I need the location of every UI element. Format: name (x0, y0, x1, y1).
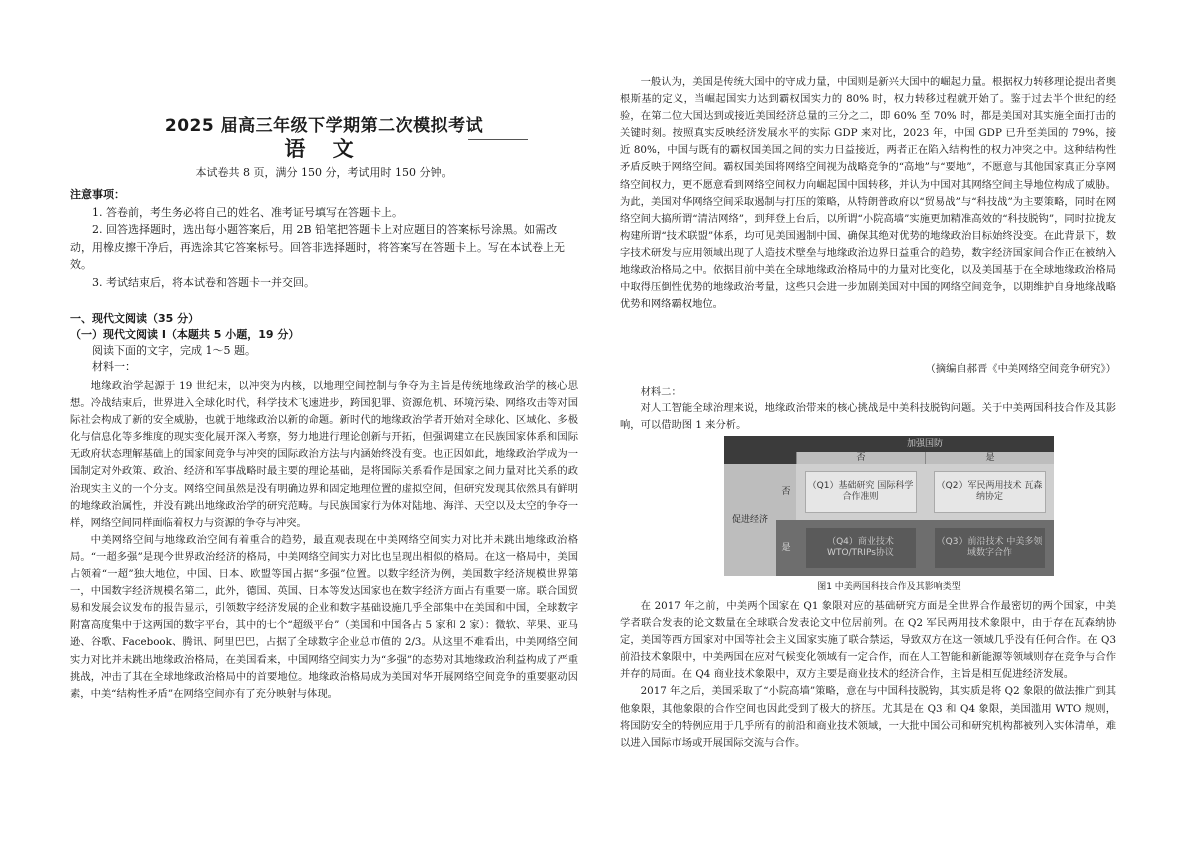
decorative-line (468, 139, 528, 140)
quadrant-diagram (724, 436, 1054, 576)
material2-body (620, 598, 1116, 752)
note-item: 1. 答卷前，考生务必将自己的姓名、准考证号填写在答题卡上。 (92, 205, 403, 219)
column-label-no: 否 (796, 452, 925, 464)
axis-header-side: 促进经济 (724, 464, 776, 576)
source-citation: （摘编自郝晋《中美网络空间竞争研究》） (925, 363, 1116, 375)
quadrant-q3-bg (925, 520, 1054, 576)
exam-info: 本试卷共 8 页，满分 150 分，考试用时 150 分钟。 (195, 166, 453, 179)
material-label: 材料二： (640, 386, 682, 398)
material1-body (70, 378, 578, 703)
note-item: 3. 考试结束后，将本试卷和答题卡一并交回。 (92, 275, 315, 289)
paragraph: 地缘政治学起源于 19 世纪末，以冲突为内核，以地理空间控制与争夺为主旨是传统地缘政治学的核心思想。冷战结束后，世界进入全球化时代，科学技术飞速进步，跨国犯罪、资源危机、环境污染、网络攻击等对国际社会构成了新的安全威胁，也就于地缘政治以新的命题。新时代的地缘政治学者开始对全球化、区域化、多极化与信息化等多维度的现实变化展开深入考察，努力地进行理论创新与开拓，但强调建立在民族国家体系和国际无政府状态理解基础上的国家间竞争与冲突的国际政治方法与内涵始终没有变。也正因如此，地缘政治学成为一国制定对外政策、政治、经济和军事战略时最主要的理论基础，是将国际关系看作是国家之间力量对比关系的政治现实主义的一个分支。网络空间虽然是没有明确边界和固定地理位置的虚拟空间，但研究发现其依然具有鲜明的地缘政治属性，并没有跳出地缘政治学的研究范畴。与民族国家行为体对陆地、海洋、天空以及太空的争夺一样，网络空间同样面临着权力与资源的争夺与冲突。 (70, 380, 578, 529)
note-item: 2. 回答选择题时，选出每小题答案后，用 2B 铅笔把答题卡上对应题目的答案标号涂黑。如需改动，用橡皮擦干净后，再选涂其它答案标号。回答非选择题时，将答案写在答题卡上。写在本试卷上无效。 (70, 223, 565, 271)
paragraph: 2017 年之后，美国采取了“小院高墙”策略，意在与中国科技脱钩，其实质是将 Q2 象限的做法推广到其他象限，其他象限的合作空间也因此受到了极大的挤压。尤其是在 Q3 和 Q4 象限，美国滥用 WTO 规则，将国防安全的特例应用于几乎所有的前沿和商业技术领域，一大批中国公司和研究机构都被列入实体清单，难以进入国际市场或开展国际交流与合作。 (620, 685, 1116, 749)
row-label-yes: 是 (776, 520, 796, 576)
material2-intro (620, 400, 1116, 434)
quadrant-q2: （Q2）军民两用技术 瓦森纳协定 (934, 471, 1046, 513)
quadrant-q3: （Q3）前沿技术 中美多领域数字合作 (935, 528, 1045, 568)
reading-instruction: 阅读下面的文字，完成 1～5 题。 (92, 344, 256, 357)
quadrant-q1: （Q1）基础研究 国际科学合作准则 (805, 471, 917, 513)
notes-heading: 注意事项： (70, 188, 125, 201)
material1-continued (620, 74, 1116, 313)
exam-title: 2025 届高三年级下学期第二次模拟考试 (164, 116, 484, 136)
figure-1 (724, 436, 1054, 592)
quadrant-q4-bg (796, 520, 925, 576)
axis-header-top: 加强国防 (796, 436, 1054, 452)
paragraph: 一般认为，美国是传统大国中的守成力量，中国则是新兴大国中的崛起力量。根据权力转移理论提出者奥根斯基的定义，当崛起国实力达到霸权国实力的 80% 时，权力转移过程就开始了。鉴于过去半个世纪的经验，在第二位大国达到或接近美国经济总量的三分之二，即 60% 至 70% 时，都是美国对其实施全面打击的关键时刻。按照真实反映经济发展水平的实际 GDP 来对比，2023 年，中国 GDP 已升至美国的 79%，接近 80%，中国与既有的霸权国美国之间的实力日益接近，两者正在陷入结构性的权力冲突之中。这种结构性矛盾反映于网络空间。霸权国美国将网络空间视为战略竞争的“高地”与“要地”，不愿意与其他国家真正分享网络空间权力，更不愿意看到网络空间权力向崛起国中国转移，并认为中国对其网络空间主导地位构成了威胁。为此，美国对华网络空间采取遏制与打压的策略，从特朗普政府以“贸易战”与“科技战”为主要策略，同时在网络空间大搞所谓“清洁网络”，到拜登上台后，以所谓“小院高墙”实施更加精准高效的“科技脱钩”，同时拉拢友构建所谓“技术联盟”体系，均可见美国遏制中国、确保其绝对优势的地缘政治目标始终没变。在此背景下，数字技术研发与应用领域出现了人造技术壁垒与地缘政治边界日益重合的趋势，数字经济国家间合作正在被纳入地缘政治格局之中。依据目前中美在全球地缘政治格局中的力量对比变化，以及美国基于在全球地缘政治格局中取得压倒性优势的地缘政治考量，这些只会进一步加剧美国对中国的网络空间竞争，以期维护自身地缘战略优势和网络霸权地位。 (620, 76, 1116, 311)
exam-subject: 语 文 (284, 137, 364, 161)
figure-caption: 图1 中美两国科技合作及其影响类型 (817, 582, 961, 592)
corner-blank (724, 436, 796, 464)
quadrant-q4: （Q4）商业技术 WTO/TRIPs协议 (806, 528, 916, 568)
column-label-yes: 是 (925, 452, 1054, 464)
quadrant-q2-bg (925, 464, 1054, 520)
paragraph: 中美网络空间与地缘政治空间有着重合的趋势，最直观表现在中美网络空间实力对比并未跳出地缘政治格局。“一超多强”是现今世界政治经济的格局，中美网络空间实力对比也呈现出相似的格局。在这一格局中，美国占领着“一超”独大地位，中国、日本、欧盟等国占据“多强”位置。以数字经济为例，美国数字经济规模世界第一，中国数字经济规模名第二，此外，德国、英国、日本等发达国家也在数字经济方面占有重要一席。联合国贸易和发展会议发布的报告显示，引领数字经济发展的企业和数字基础设施几乎全部集中在美国和中国，全球数字附富高度集中于这两国的数字平台，其中的七个“超级平台”（美国和中国各占 5 家和 2 家）：微软、苹果、亚马逊、谷歌、Facebook、腾讯、阿里巴巴，占据了全球数字企业总市值的 2/3。从这里不难看出，中美网络空间实力对比并未跳出地缘政治格局，在美国看来，中国网络空间实力为“多强”的态势对其地缘政治利益构成了严重挑战，冲击了其在全球地缘政治格局中的首要地位。地缘政治格局成为美国对华开展网络空间竞争的重要驱动因素，中美“结构性矛盾”在网络空间亦有了充分映射与体现。 (70, 533, 578, 700)
row-label-no: 否 (776, 464, 796, 520)
paragraph: 对人工智能全球治理来说，地缘政治带来的核心挑战是中美科技脱钩问题。关于中美两国科技合作及其影响，可以借助图 1 来分析。 (620, 402, 1116, 432)
part-heading: 一、现代文阅读（35 分） (70, 312, 200, 325)
paragraph: 在 2017 年之前，中美两个国家在 Q1 象限对应的基础研究方面是全世界合作最密切的两个国家，中美学者联合发表的论文数量在全球联合发表论文中位居前列。在 Q2 军民两用技术象限中，由于存在瓦森纳协定，美国等西方国家对中国等社会主义国家实施了联合禁运，导致双方在这一领域几乎没有任何合作。在 Q3 前沿技术象限中，中美两国在应对气候变化领域有一定合作，而在人工智能和新能源等领域则存在竞争与合作并存的局面。在 Q4 商业技术象限中，双方主要是商业技术的经济合作，主旨是相互促进经济发展。 (620, 600, 1116, 681)
notes-section (70, 186, 578, 291)
subpart-heading: （一）现代文阅读 Ⅰ（本题共 5 小题，19 分） (70, 328, 300, 341)
quadrant-q1-bg (796, 464, 925, 520)
section-heading (70, 311, 578, 375)
material-label: 材料一： (92, 360, 136, 373)
